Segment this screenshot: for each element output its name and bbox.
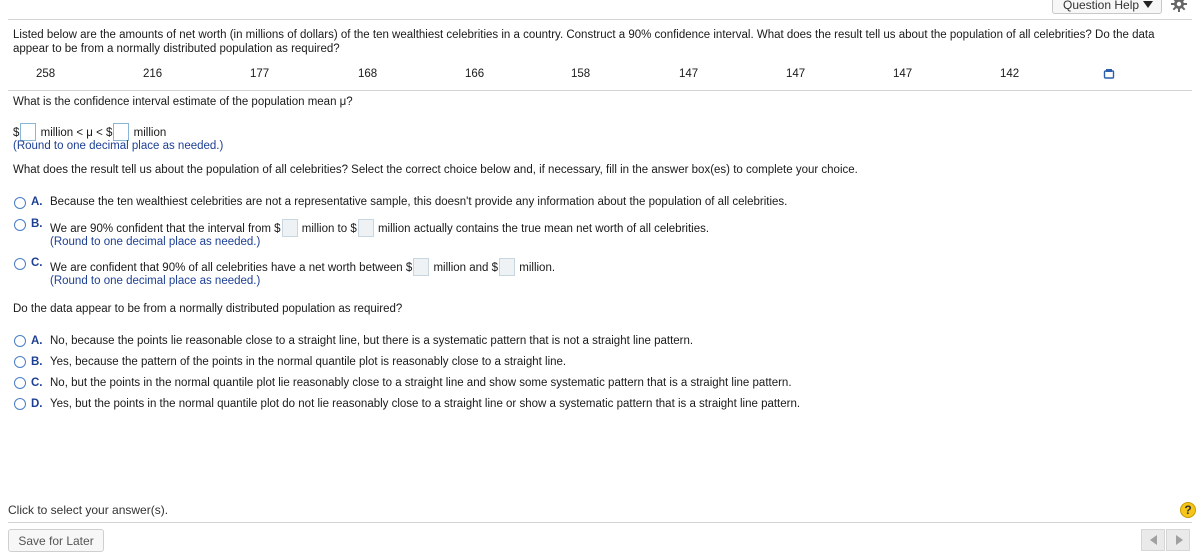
data-value: 168 xyxy=(358,68,378,80)
divider xyxy=(8,522,1192,523)
arrow-left-icon xyxy=(1150,535,1157,545)
option-text: We are 90% confident that the interval from $ million to $ million actually contains the true mean net worth of all celebrities. xyxy=(50,219,709,237)
answer-input[interactable] xyxy=(282,219,298,237)
radio-button[interactable] xyxy=(14,197,26,209)
radio-button[interactable] xyxy=(14,398,26,410)
ci-middle-text: million < μ < $ xyxy=(40,127,113,139)
data-value: 216 xyxy=(143,68,163,80)
ci-upper-input[interactable] xyxy=(113,123,129,141)
option-letter: A. xyxy=(31,335,43,347)
round-hint: (Round to one decimal place as needed.) xyxy=(50,236,261,248)
option-text: No, because the points lie reasonable close to a straight line, but there is a systematic pattern that is not a straight line pattern. xyxy=(50,335,694,347)
round-hint: (Round to one decimal place as needed.) xyxy=(50,275,261,287)
data-value: 147 xyxy=(893,68,913,80)
dollar-sign: $ xyxy=(13,127,20,139)
radio-button[interactable] xyxy=(14,356,26,368)
option-letter: D. xyxy=(31,398,43,410)
radio-button[interactable] xyxy=(14,335,26,347)
arrow-right-icon xyxy=(1176,535,1183,545)
data-value: 177 xyxy=(250,68,270,80)
data-value: 142 xyxy=(1000,68,1020,80)
option-letter: C. xyxy=(31,377,43,389)
save-for-later-button[interactable]: Save for Later xyxy=(8,529,104,552)
data-value: 147 xyxy=(679,68,699,80)
radio-button[interactable] xyxy=(14,258,26,270)
radio-button[interactable] xyxy=(14,219,26,231)
ci-unit-text: million xyxy=(133,127,167,139)
option-letter: B. xyxy=(31,218,43,230)
question-help-menu[interactable] xyxy=(1052,0,1162,14)
answer-input[interactable] xyxy=(358,219,374,237)
gear-icon[interactable] xyxy=(1171,0,1187,12)
option-text: Because the ten wealthiest celebrities are not a representative sample, this doesn't provide any information about the population of all celebrities. xyxy=(50,196,788,208)
top-bar xyxy=(0,0,1200,18)
interpretation-question: What does the result tell us about the population of all celebrities? Select the correct choice below and, if necessary, fill in the answer box(es) to complete your choice. xyxy=(13,164,858,176)
radio-button[interactable] xyxy=(14,377,26,389)
ci-answer-row xyxy=(13,123,166,141)
status-message: Click to select your answer(s). xyxy=(8,503,169,517)
round-hint: (Round to one decimal place as needed.) xyxy=(13,140,224,152)
divider xyxy=(8,19,1192,20)
next-button[interactable] xyxy=(1166,529,1190,551)
question-help-label: Question Help xyxy=(1063,0,1140,12)
option-text: Yes, but the points in the normal quantile plot do not lie reasonably close to a straight line or show a systematic pattern that is a straight line pattern. xyxy=(50,398,801,410)
option-letter: B. xyxy=(31,356,43,368)
answer-input[interactable] xyxy=(413,258,429,276)
answer-input[interactable] xyxy=(499,258,515,276)
help-icon[interactable]: ? xyxy=(1180,502,1196,518)
option-text: We are confident that 90% of all celebrities have a net worth between $ million and $ million. xyxy=(50,258,555,276)
problem-statement: Listed below are the amounts of net worth (in millions of dollars) of the ten wealthiest celebrities in a country. Construct a 90% confidence interval. What does the result tell us about the population of all celebrities? Do the data appear to be from a normally distributed population as required? xyxy=(13,29,1155,55)
ci-question: What is the confidence interval estimate of the population mean μ? xyxy=(13,96,353,108)
ci-lower-input[interactable] xyxy=(20,123,36,141)
dropdown-arrow-icon xyxy=(1143,1,1153,8)
option-letter: A. xyxy=(31,196,43,208)
option-text: No, but the points in the normal quantile plot lie reasonably close to a straight line and show some systematic pattern that is a straight line pattern. xyxy=(50,377,792,389)
normality-question: Do the data appear to be from a normally distributed population as required? xyxy=(13,303,403,315)
data-value: 147 xyxy=(786,68,806,80)
data-value: 158 xyxy=(571,68,591,80)
data-value: 258 xyxy=(36,68,56,80)
divider xyxy=(8,90,1192,91)
copy-data-icon[interactable] xyxy=(1103,68,1115,80)
option-letter: C. xyxy=(31,257,43,269)
option-text: Yes, because the pattern of the points in the normal quantile plot is reasonably close to a straight line. xyxy=(50,356,567,368)
data-value: 166 xyxy=(465,68,485,80)
previous-button[interactable] xyxy=(1141,529,1165,551)
